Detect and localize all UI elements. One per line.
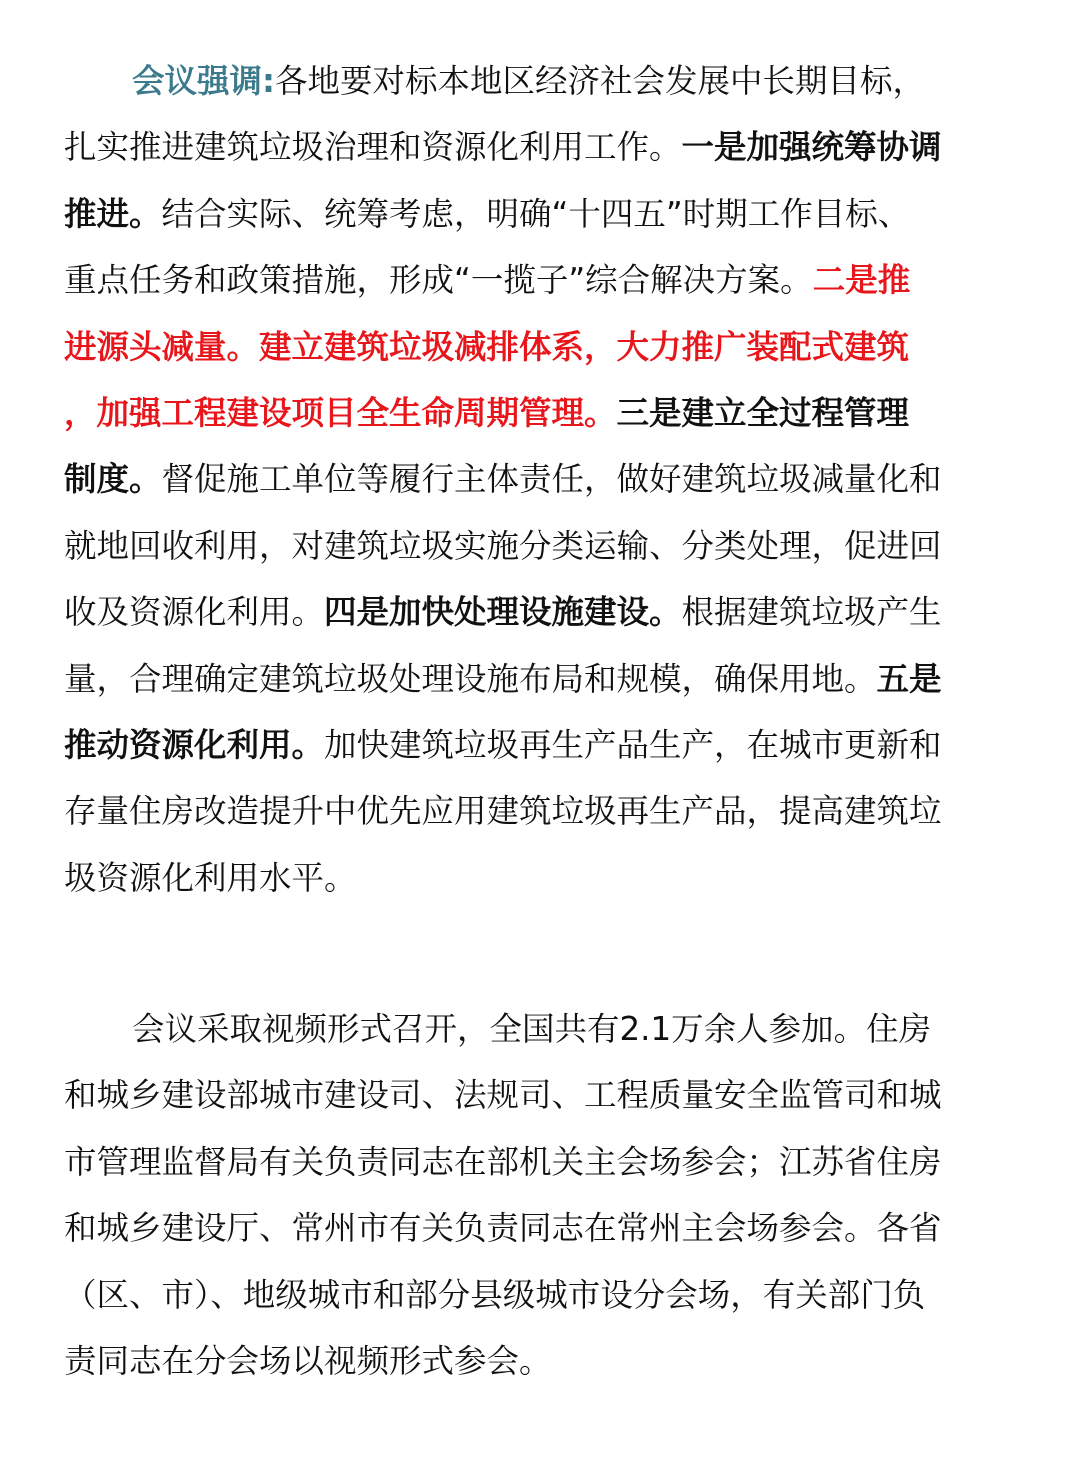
body-text: 市管理监督局有关负责同志在部机关主会场参会；江苏省住房	[64, 1143, 942, 1181]
text-line	[64, 247, 910, 313]
bold-heading-text: 制度。	[64, 460, 162, 498]
text-line	[64, 1328, 552, 1394]
bold-heading-text: 四是加快处理设施建设。	[324, 593, 682, 631]
section-label: 会议强调:	[132, 62, 275, 100]
body-text: 加快建筑垃圾再生产品生产，在城市更新和	[324, 726, 942, 764]
body-text: 和城乡建设厅、常州市有关负责同志在常州主会场参会。各省	[64, 1209, 942, 1247]
text-line	[64, 1129, 942, 1195]
text-line	[132, 996, 931, 1062]
body-text: （区、市）、地级城市和部分县级城市设分会场，有关部门负	[64, 1276, 926, 1314]
text-line	[64, 778, 942, 844]
body-text: 各地要对标本地区经济社会发展中长期目标，	[275, 62, 926, 100]
bold-heading-text: 一是加强统筹协调	[681, 128, 942, 166]
text-line	[64, 181, 910, 247]
body-text: 重点任务和政策措施，形成“一揽子”综合解决方案。	[64, 261, 813, 299]
body-text: 根据建筑垃圾产生	[681, 593, 942, 631]
text-line	[64, 314, 909, 380]
body-text: 存量住房改造提升中优先应用建筑垃圾再生产品，提高建筑垃	[64, 792, 942, 830]
text-line	[64, 446, 942, 512]
text-line	[64, 380, 909, 446]
bold-heading-text: 推动资源化利用。	[64, 726, 325, 764]
text-line	[64, 1195, 942, 1261]
body-text: 督促施工单位等履行主体责任，做好建筑垃圾减量化和	[161, 460, 942, 498]
body-text: 结合实际、统筹考虑，明确“十四五”时期工作目标、	[161, 195, 911, 233]
body-text: 圾资源化利用水平。	[64, 859, 357, 897]
text-line	[64, 646, 942, 712]
text-line	[64, 1262, 925, 1328]
text-line	[64, 579, 942, 645]
highlighted-text: 进源头减量。建立建筑垃圾减排体系，大力推广装配式建筑	[64, 328, 910, 366]
text-line	[64, 513, 942, 579]
bold-heading-text: 三是建立全过程管理	[616, 394, 910, 432]
body-text: 量，合理确定建筑垃圾处理设施布局和规模，确保用地。	[64, 660, 877, 698]
body-text: 和城乡建设部城市建设司、法规司、工程质量安全监管司和城	[64, 1076, 942, 1114]
bold-heading-text: 五是	[876, 660, 942, 698]
highlighted-text: ，加强工程建设项目全生命周期管理。	[64, 394, 617, 432]
body-text: 会议采取视频形式召开，全国共有2.1万余人参加。住房	[132, 1010, 932, 1048]
body-text: 收及资源化利用。	[64, 593, 325, 631]
highlighted-text: 二是推	[812, 261, 911, 299]
body-text: 责同志在分会场以视频形式参会。	[64, 1342, 552, 1380]
text-line	[64, 712, 942, 778]
body-text: 就地回收利用，对建筑垃圾实施分类运输、分类处理，促进回	[64, 527, 942, 565]
text-line	[132, 48, 925, 114]
text-line	[64, 1062, 942, 1128]
text-line	[64, 845, 357, 911]
body-text: 扎实推进建筑垃圾治理和资源化利用工作。	[64, 128, 682, 166]
text-line	[64, 114, 942, 180]
bold-heading-text: 推进。	[64, 195, 162, 233]
